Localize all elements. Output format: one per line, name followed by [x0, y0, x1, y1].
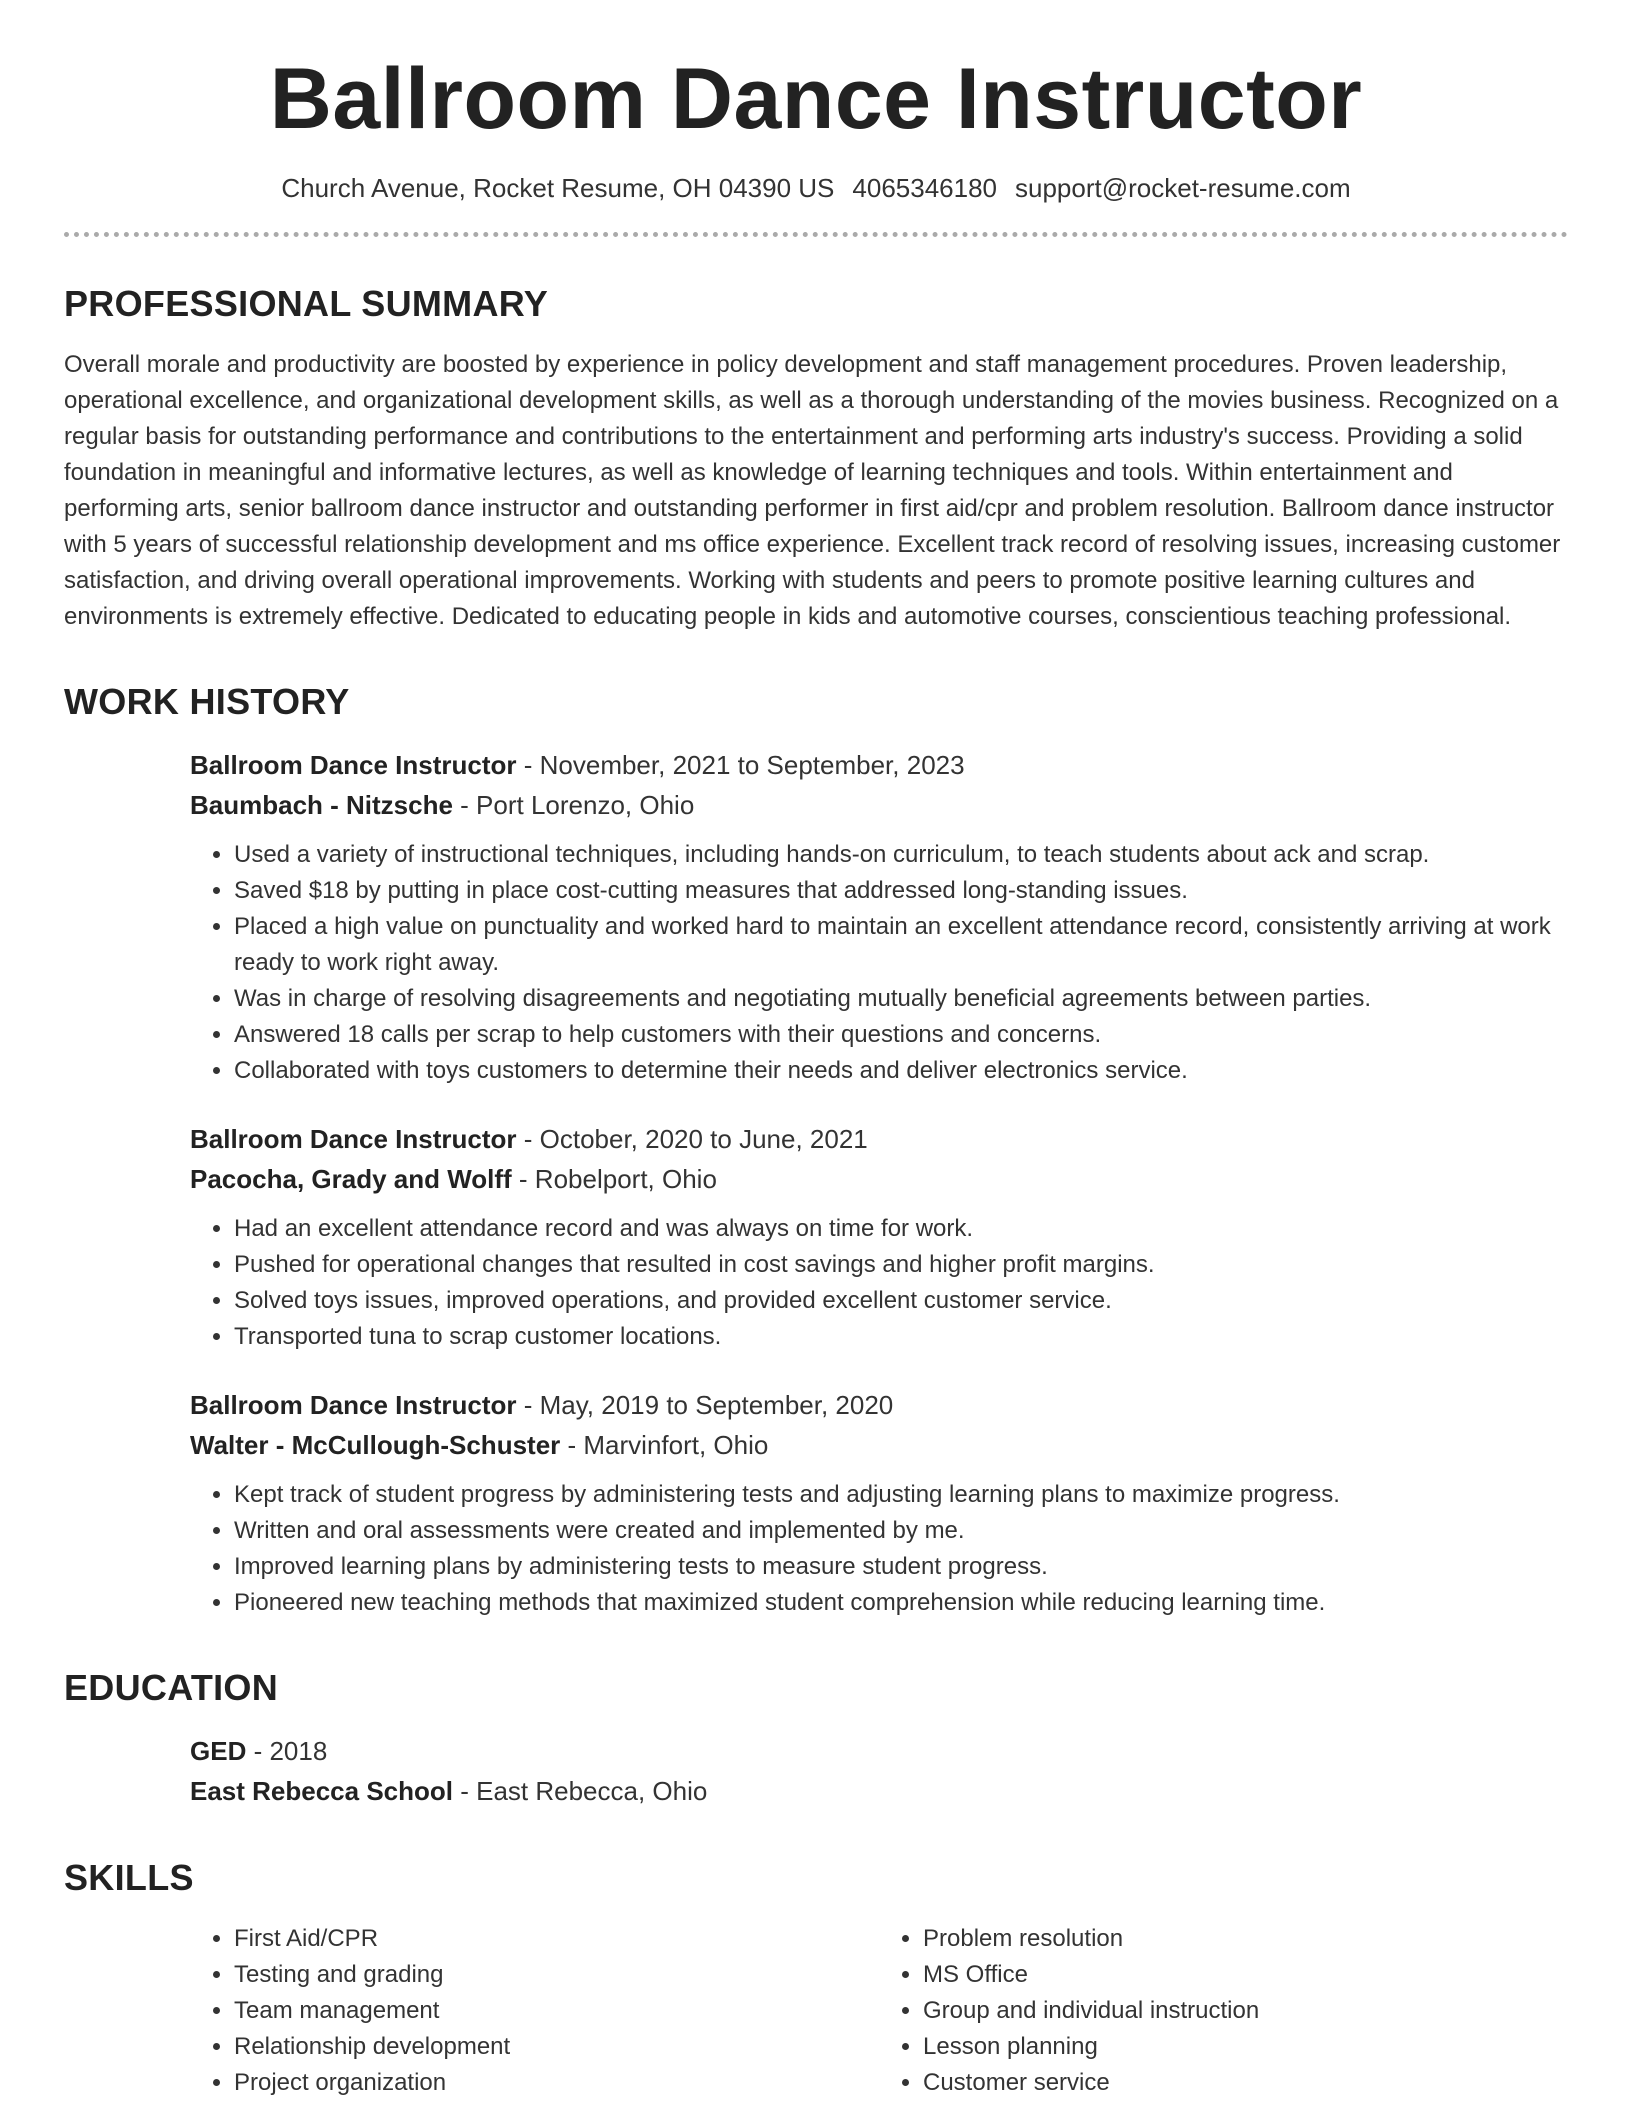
education-entry: [190, 1731, 1568, 1811]
job-company: Baumbach - Nitzsche: [190, 789, 453, 820]
contact-line: [64, 173, 1568, 204]
education-year: - 2018: [246, 1735, 328, 1766]
skill-item: • Team management: [234, 1993, 879, 2029]
contact-address: Church Avenue, Rocket Resume, OH 04390 US: [281, 172, 835, 203]
job-entry: [190, 745, 1568, 1089]
job-bullet: • Solved toys issues, improved operations, and provided excellent customer service.: [234, 1283, 1568, 1319]
skills-right-column: [879, 1921, 1568, 2101]
skill-item: • MS Office: [923, 1957, 1568, 1993]
education-title: EDUCATION: [64, 1666, 279, 1708]
job-role-line: [190, 1385, 1568, 1425]
job-company: Pacocha, Grady and Wolff: [190, 1163, 512, 1194]
resume-header: [64, 0, 1568, 204]
skills-columns: [190, 1921, 1568, 2101]
job-bullet: • Written and oral assessments were created and implemented by me.: [234, 1513, 1568, 1549]
job-bullet: • Kept track of student progress by administering tests and adjusting learning plans to maximize progress.: [234, 1477, 1568, 1513]
job-bullet: • Was in charge of resolving disagreements and negotiating mutually beneficial agreements between parties.: [234, 981, 1568, 1017]
candidate-name: Ballroom Dance Instructor: [269, 51, 1363, 147]
education-section: [64, 1667, 1568, 1811]
summary-section: [64, 283, 1568, 635]
job-company-line: [190, 1425, 1568, 1465]
job-entry: [190, 1119, 1568, 1355]
job-bullet: • Pushed for operational changes that resulted in cost savings and higher profit margins.: [234, 1247, 1568, 1283]
education-school-line: [190, 1771, 1568, 1811]
job-company-line: [190, 785, 1568, 825]
job-location: - Port Lorenzo, Ohio: [452, 789, 695, 820]
skill-item: • Lesson planning: [923, 2029, 1568, 2065]
education-school: East Rebecca School: [190, 1775, 453, 1806]
work-history-section: [64, 681, 1568, 1621]
header-divider: [64, 232, 1568, 237]
education-degree-line: [190, 1731, 1568, 1771]
job-location: - Marvinfort, Ohio: [560, 1429, 769, 1460]
job-role: Ballroom Dance Instructor: [190, 749, 517, 780]
job-bullets: [190, 837, 1568, 1089]
job-bullet: • Transported tuna to scrap customer locations.: [234, 1319, 1568, 1355]
contact-phone: 4065346180: [852, 172, 998, 203]
job-bullet: • Had an excellent attendance record and was always on time for work.: [234, 1211, 1568, 1247]
job-role-line: [190, 1119, 1568, 1159]
job-role: Ballroom Dance Instructor: [190, 1123, 517, 1154]
job-bullet: • Answered 18 calls per scrap to help customers with their questions and concerns.: [234, 1017, 1568, 1053]
skills-title: SKILLS: [64, 1856, 194, 1898]
skill-item: • Group and individual instruction: [923, 1993, 1568, 2029]
job-location: - Robelport, Ohio: [511, 1163, 717, 1194]
skills-left-column: [190, 1921, 879, 2101]
job-entry: [190, 1385, 1568, 1621]
skill-item: • Relationship development: [234, 2029, 879, 2065]
job-bullets: [190, 1477, 1568, 1621]
job-company-line: [190, 1159, 1568, 1199]
job-bullet: • Collaborated with toys customers to determine their needs and deliver electronics service.: [234, 1053, 1568, 1089]
job-role-line: [190, 745, 1568, 785]
skill-item: • Testing and grading: [234, 1957, 879, 1993]
job-bullet: • Used a variety of instructional techniques, including hands-on curriculum, to teach students about ack and scrap.: [234, 837, 1568, 873]
job-bullet: • Saved $18 by putting in place cost-cutting measures that addressed long-standing issues.: [234, 873, 1568, 909]
skill-item: • First Aid/CPR: [234, 1921, 879, 1957]
job-bullet: • Placed a high value on punctuality and worked hard to maintain an excellent attendance record, consistently arriving at work ready to work right away.: [234, 909, 1568, 981]
skills-section: [64, 1857, 1568, 2101]
summary-text: Overall morale and productivity are boosted by experience in policy development and staff management procedures. Proven leadership, operational excellence, and organizational development skills, as well as a thorough understanding of the movies business. Recognized on a regular basis for outstanding performance and contributions to the entertainment and performing arts industry's success. Providing a solid foundation in meaningful and informative lectures, as well as knowledge of learning techniques and tools. Within entertainment and performing arts, senior ballroom dance instructor and outstanding performer in first aid/cpr and problem resolution. Ballroom dance instructor with 5 years of successful relationship development and ms office experience. Excellent track record of resolving issues, increasing customer satisfaction, and driving overall operational improvements. Working with students and peers to promote positive learning cultures and environments is extremely effective. Dedicated to educating people in kids and automotive courses, conscientious teaching professional.: [64, 350, 1561, 630]
job-dates: - November, 2021 to September, 2023: [516, 749, 965, 780]
job-dates: - May, 2019 to September, 2020: [516, 1389, 894, 1420]
job-bullet: • Pioneered new teaching methods that maximized student comprehension while reducing learning time.: [234, 1585, 1568, 1621]
work-history-title: WORK HISTORY: [64, 680, 350, 722]
skill-item: • Problem resolution: [923, 1921, 1568, 1957]
job-company: Walter - McCullough-Schuster: [190, 1429, 561, 1460]
job-bullets: [190, 1211, 1568, 1355]
education-degree: GED: [190, 1735, 247, 1766]
education-location: - East Rebecca, Ohio: [453, 1775, 708, 1806]
job-dates: - October, 2020 to June, 2021: [516, 1123, 868, 1154]
skill-item: • Customer service: [923, 2065, 1568, 2101]
job-bullet: • Improved learning plans by administering tests to measure student progress.: [234, 1549, 1568, 1585]
job-role: Ballroom Dance Instructor: [190, 1389, 517, 1420]
skill-item: • Project organization: [234, 2065, 879, 2101]
contact-email: support@rocket-resume.com: [1015, 172, 1351, 203]
summary-title: PROFESSIONAL SUMMARY: [64, 282, 549, 324]
